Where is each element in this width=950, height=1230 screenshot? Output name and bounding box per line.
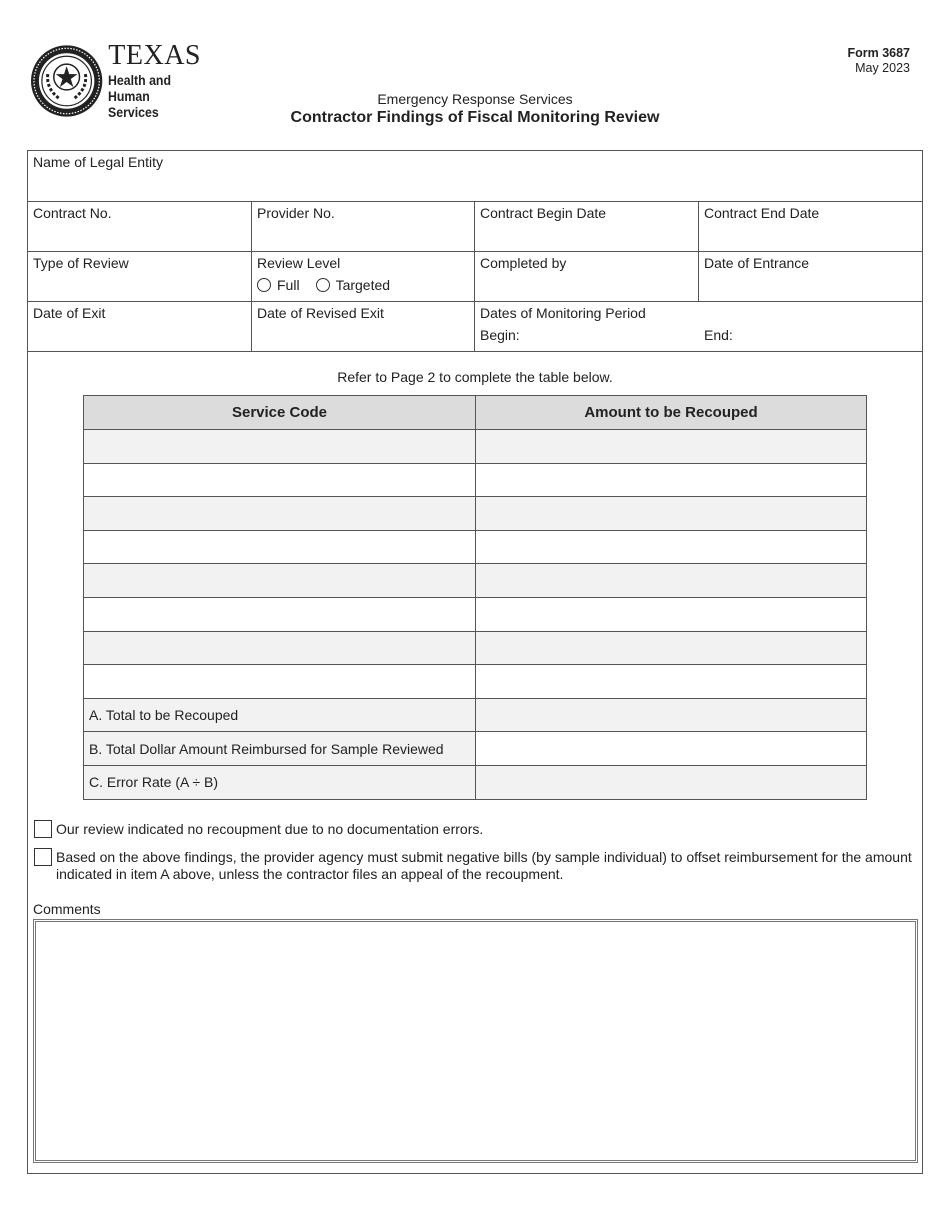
amount-cell[interactable] [476, 530, 867, 564]
error-rate-label: C. Error Rate (A ÷ B) [84, 765, 476, 799]
comments-label: Comments [33, 901, 101, 917]
form-number-block [847, 46, 910, 76]
service-code-header: Service Code [84, 396, 476, 430]
contract-no-field[interactable] [28, 202, 252, 251]
contract-row [28, 202, 922, 252]
contract-end-label: Contract End Date [704, 205, 820, 221]
review-targeted-label: Targeted [335, 277, 391, 293]
negative-bills-row [34, 848, 916, 883]
legal-entity-label: Name of Legal Entity [33, 154, 163, 170]
contract-begin-field[interactable] [475, 202, 699, 251]
form-header [0, 91, 950, 127]
amount-header: Amount to be Recouped [476, 396, 867, 430]
review-level-label: Review Level [257, 255, 341, 271]
amount-cell[interactable] [476, 597, 867, 631]
date-revised-exit-label: Date of Revised Exit [257, 305, 384, 321]
monitoring-period-label: Dates of Monitoring Period [480, 305, 646, 321]
table-header-row [84, 396, 867, 430]
provider-no-label: Provider No. [257, 205, 335, 221]
table-instruction: Refer to Page 2 to complete the table below. [337, 369, 613, 385]
form-date: May 2023 [855, 61, 910, 75]
service-code-cell[interactable] [84, 463, 476, 497]
date-of-entrance-label: Date of Entrance [704, 255, 810, 271]
legal-entity-row [28, 151, 922, 202]
date-revised-exit-field[interactable] [252, 302, 475, 351]
total-recouped-value[interactable] [476, 698, 867, 732]
total-reimbursed-label: B. Total Dollar Amount Reimbursed for Sample Reviewed [84, 732, 476, 766]
amount-cell[interactable] [476, 564, 867, 598]
amount-cell[interactable] [476, 497, 867, 531]
type-of-review-field[interactable] [28, 252, 252, 301]
amount-cell[interactable] [476, 430, 867, 464]
total-reimbursed-value[interactable] [476, 732, 867, 766]
review-row [28, 252, 922, 302]
contract-end-field[interactable] [699, 202, 922, 251]
error-rate-value[interactable] [476, 765, 867, 799]
logo-line1: Health and Human [108, 72, 172, 104]
total-recouped-row [84, 698, 867, 732]
review-targeted-radio[interactable] [316, 278, 330, 292]
service-code-table [83, 395, 867, 800]
service-code-cell[interactable] [84, 530, 476, 564]
review-full-label: Full [277, 277, 300, 293]
completed-by-field[interactable] [475, 252, 699, 301]
service-code-cell[interactable] [84, 497, 476, 531]
legal-entity-field[interactable] [28, 151, 922, 201]
completed-by-label: Completed by [480, 255, 567, 271]
provider-no-field[interactable] [252, 202, 475, 251]
no-recoupment-text: Our review indicated no recoupment due to no documentation errors. [56, 821, 484, 837]
form-number: Form 3687 [847, 46, 910, 60]
amount-cell[interactable] [476, 631, 867, 665]
service-code-cell[interactable] [84, 597, 476, 631]
table-row [84, 430, 867, 464]
logo-texas-text: TEXAS [108, 40, 202, 71]
contract-no-label: Contract No. [33, 205, 112, 221]
date-of-exit-label: Date of Exit [33, 305, 106, 321]
form-title: Contractor Findings of Fiscal Monitoring Review [290, 109, 660, 126]
date-of-exit-field[interactable] [28, 302, 252, 351]
monitoring-begin-field[interactable]: Begin: [480, 327, 520, 343]
error-rate-row [84, 765, 867, 799]
form-frame [27, 150, 923, 1174]
table-row [84, 631, 867, 665]
type-of-review-label: Type of Review [33, 255, 129, 271]
date-of-entrance-field[interactable] [699, 252, 922, 301]
negative-bills-text: Based on the above findings, the provider agency must submit negative bills (by sample individual) to offset reimbursement for the amount indicated in item A above, unless the contractor files an appeal of the recoupment. [56, 849, 912, 882]
table-row [84, 530, 867, 564]
amount-cell[interactable] [476, 463, 867, 497]
monitoring-period-field [475, 302, 922, 351]
negative-bills-checkbox[interactable] [34, 848, 52, 866]
comments-textarea[interactable] [33, 919, 918, 1163]
exit-row [28, 302, 922, 352]
monitoring-end-field[interactable]: End: [704, 327, 733, 343]
service-code-cell[interactable] [84, 665, 476, 699]
table-row [84, 463, 867, 497]
table-row [84, 497, 867, 531]
no-recoupment-checkbox[interactable] [34, 820, 52, 838]
service-code-cell[interactable] [84, 430, 476, 464]
no-recoupment-row [34, 820, 914, 838]
logo-line2: Services [108, 104, 159, 120]
total-reimbursed-row [84, 732, 867, 766]
review-level-field [252, 252, 475, 301]
form-subtitle: Emergency Response Services [377, 91, 573, 107]
table-row [84, 597, 867, 631]
amount-cell[interactable] [476, 665, 867, 699]
table-row [84, 665, 867, 699]
contract-begin-label: Contract Begin Date [480, 205, 607, 221]
service-code-cell[interactable] [84, 631, 476, 665]
service-code-cell[interactable] [84, 564, 476, 598]
total-recouped-label: A. Total to be Recouped [84, 698, 476, 732]
table-row [84, 564, 867, 598]
review-full-radio[interactable] [257, 278, 271, 292]
